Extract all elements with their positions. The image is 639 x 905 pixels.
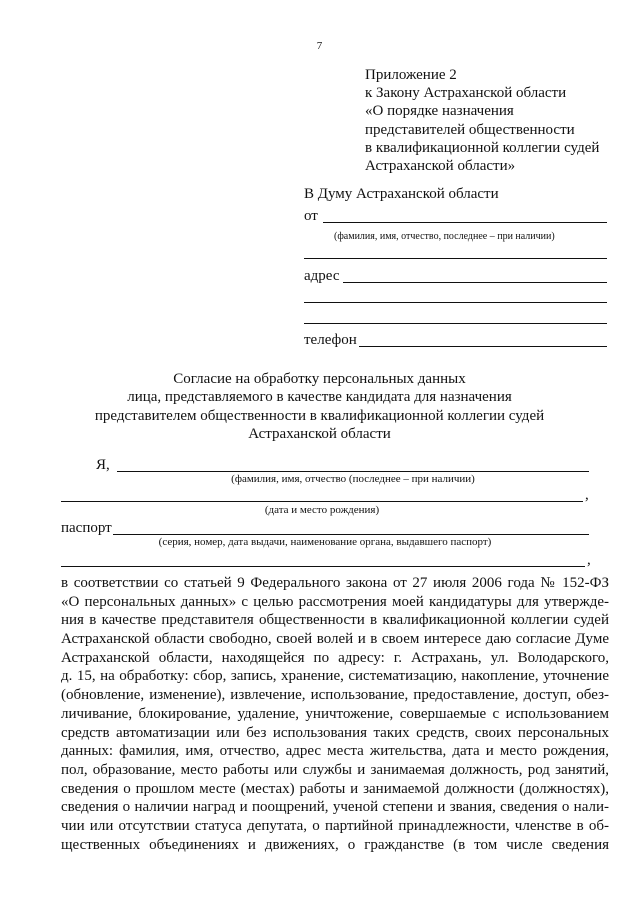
appendix-line: в квалификационной коллегии судей bbox=[365, 139, 600, 156]
consent-title-line: лица, представляемого в качестве кандидата для назначения bbox=[127, 389, 512, 406]
body-line: сведения о прошлом месте (местах) работы и занимаемой должности (должностях), bbox=[61, 780, 609, 797]
body-line: щественных объединениях и движениях, о гражданстве (в том числе сведения bbox=[61, 836, 609, 853]
from-field-hint: (фамилия, имя, отчество, последнее – при наличии) bbox=[334, 231, 555, 242]
appendix-line: Астраханской области» bbox=[365, 158, 516, 175]
address-field-line-2[interactable] bbox=[304, 302, 607, 303]
body-line: (обновление, изменение), извлечение, использование, предоставление, доступ, обез- bbox=[61, 687, 609, 704]
appendix-line: представителей общественности bbox=[365, 121, 575, 138]
from-label: от bbox=[304, 208, 318, 224]
body-line: «О персональных данных» с целью рассмотрения моей кандидатуры для утвержде- bbox=[61, 593, 609, 610]
body-line: ния в качестве представителя общественности в квалификационной коллегии судей bbox=[61, 612, 609, 629]
from-field-line-2[interactable] bbox=[304, 258, 607, 259]
address-field-line-3[interactable] bbox=[304, 323, 607, 324]
passport-label: паспорт bbox=[61, 520, 112, 536]
body-line: чии или отсутствии статуса депутата, о партийной принадлежности, членстве в об- bbox=[61, 817, 609, 834]
body-line: в соответствии со статьей 9 Федерального закона от 27 июля 2006 года № 152-ФЗ bbox=[61, 575, 609, 591]
page-number: 7 bbox=[316, 40, 323, 52]
body-line: Астраханской области свободно, своей волей и в своем интересе даю согласие Думе bbox=[61, 631, 609, 648]
appendix-line: Приложение 2 bbox=[365, 67, 457, 83]
passport-field-line[interactable] bbox=[113, 534, 589, 535]
full-name-hint: (фамилия, имя, отчество (последнее – при наличии) bbox=[231, 473, 475, 485]
body-line: личивание, блокирование, удаление, уничтожение, совершаемые с использованием bbox=[61, 705, 609, 722]
consent-title-line: представителем общественности в квалификационной коллегии судей bbox=[94, 407, 545, 424]
appendix-line: «О порядке назначения bbox=[365, 103, 514, 120]
appendix-line: к Закону Астраханской области bbox=[365, 85, 567, 102]
from-field-line[interactable] bbox=[323, 222, 607, 223]
birth-comma: , bbox=[585, 487, 589, 503]
i-label: Я, bbox=[96, 457, 110, 473]
passport-hint: (серия, номер, дата выдачи, наименование органа, выдавшего паспорт) bbox=[158, 536, 492, 548]
birth-field-line[interactable] bbox=[61, 501, 583, 502]
consent-body bbox=[61, 574, 609, 854]
consent-title bbox=[0, 370, 639, 444]
address-field-line[interactable] bbox=[343, 282, 607, 283]
consent-title-line: Согласие на обработку персональных данных bbox=[173, 371, 466, 387]
addressee-title: В Думу Астраханской области bbox=[304, 186, 499, 202]
body-line: пол, образование, место работы или службы и занимаемая должность, род занятий, bbox=[61, 761, 609, 778]
full-name-field-line[interactable] bbox=[117, 471, 589, 472]
consent-title-line: Астраханской области bbox=[248, 426, 391, 443]
passport-field-line-2[interactable] bbox=[61, 566, 585, 567]
phone-field-line[interactable] bbox=[359, 346, 607, 347]
appendix-header bbox=[365, 66, 599, 175]
body-line: данных: фамилия, имя, отчество, адрес места жительства, дата и место рождения, bbox=[61, 743, 609, 760]
birth-hint: (дата и место рождения) bbox=[264, 504, 380, 516]
body-line: средств автоматизации или без использования таких средств, своих персональных bbox=[61, 724, 609, 741]
body-line: сведения о наличии наград и поощрений, ученой степени и звания, сведения о нали- bbox=[61, 799, 609, 816]
body-line: д. 15, на обработку: сбор, запись, хранение, систематизацию, накопление, уточнение bbox=[61, 668, 609, 685]
address-label: адрес bbox=[304, 268, 340, 284]
phone-label: телефон bbox=[304, 332, 357, 348]
body-line: Астраханской области, находящейся по адресу: г. Астрахань, ул. Володарского, bbox=[61, 649, 609, 666]
passport-comma: , bbox=[587, 552, 591, 568]
